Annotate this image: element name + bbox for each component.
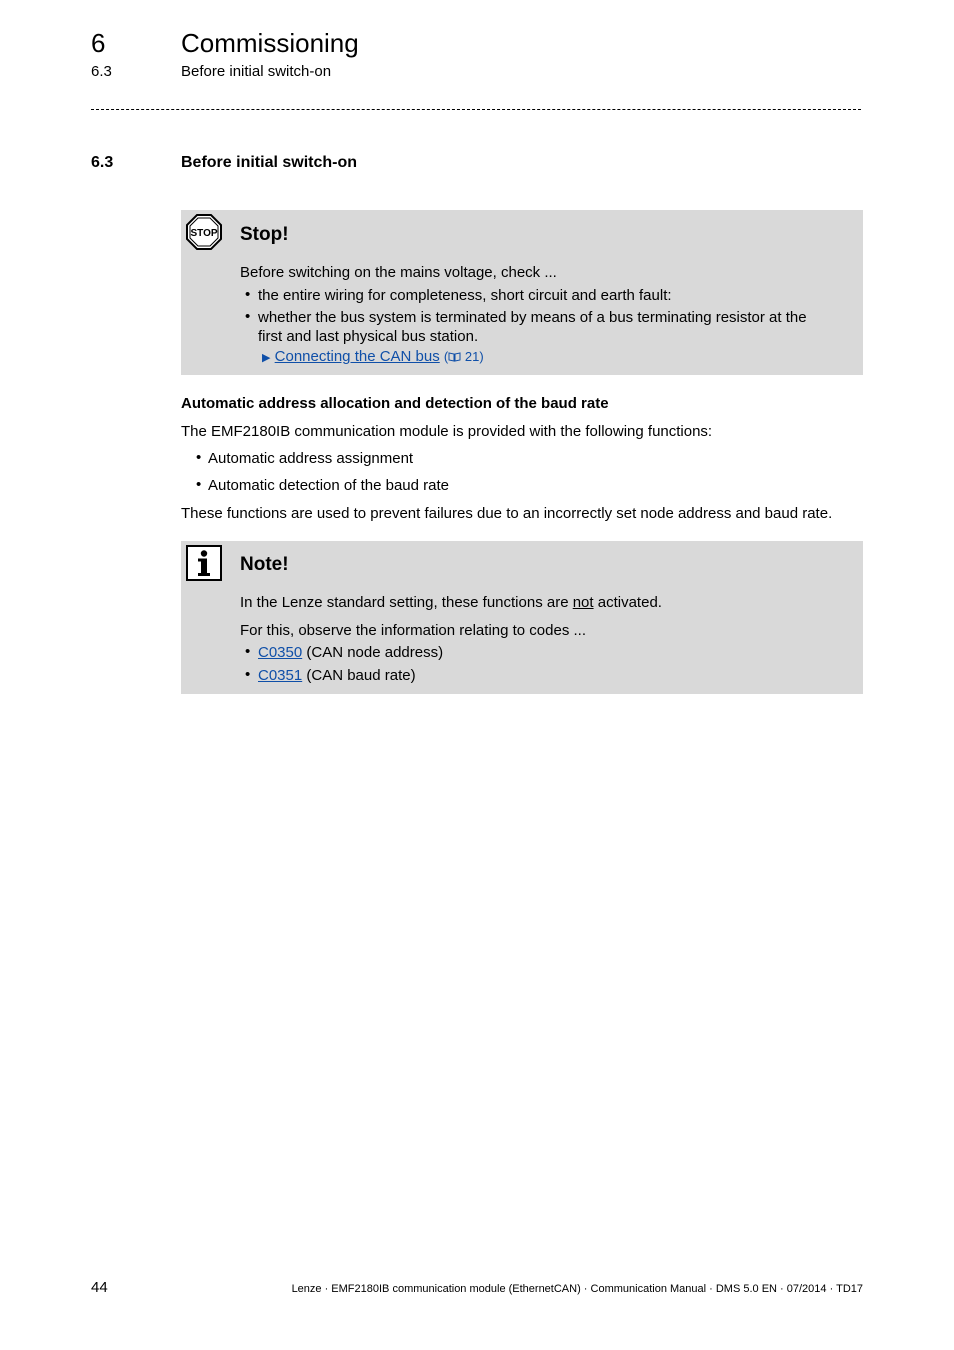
stop-bullet-termination-line2: first and last physical bus station. [258, 328, 479, 345]
note-emphasis-not: not [572, 594, 594, 611]
stop-bullet-wiring: the entire wiring for completeness, short circuit and earth fault: [258, 287, 672, 304]
note-heading: Note! [240, 554, 289, 575]
bullet-dot: • [245, 666, 251, 683]
svg-text:STOP: STOP [190, 228, 218, 239]
subsection-heading: Automatic address allocation and detection of the baud rate [181, 395, 609, 412]
bullet-dot: • [245, 286, 251, 303]
code-item-c0351 [258, 666, 416, 685]
page-reference: ( 21) [443, 349, 484, 364]
code-desc: (CAN node address) [302, 644, 444, 661]
page-reference-number: 21 [464, 349, 480, 364]
document-info: Lenze · EMF2180IB communication module (EthernetCAN) · Communication Manual · DMS 5.0 EN · 07/2014 · TD17 [291, 1283, 863, 1295]
can-bus-crossref[interactable] [262, 347, 484, 368]
note-line1-prefix: In the Lenze standard setting, these functions are [240, 594, 573, 611]
section-number-header: 6.3 [91, 63, 112, 80]
code-item-c0350 [258, 643, 443, 662]
chapter-number: 6 [91, 28, 106, 58]
subsection-closing: These functions are used to prevent failures due to an incorrectly set node address and baud rate. [181, 505, 833, 522]
bullet-dot: • [196, 449, 202, 466]
info-icon [186, 545, 222, 581]
function-item-baud: Automatic detection of the baud rate [208, 477, 449, 494]
section-title-header: Before initial switch-on [181, 63, 332, 80]
code-link-c0351[interactable]: C0351 [258, 667, 303, 684]
header-divider [91, 109, 861, 110]
section-number: 6.3 [91, 154, 114, 171]
stop-heading: Stop! [240, 224, 289, 245]
note-observe-codes: For this, observe the information relating to codes ... [240, 622, 587, 639]
function-item-address: Automatic address assignment [208, 450, 414, 467]
note-standard-setting [240, 593, 662, 612]
code-link-c0350[interactable]: C0350 [258, 644, 303, 661]
page-number: 44 [91, 1279, 108, 1296]
code-desc: (CAN baud rate) [302, 667, 416, 684]
section-title: Before initial switch-on [181, 154, 358, 171]
chapter-title: Commissioning [181, 28, 359, 58]
note-line1-suffix: activated. [593, 594, 662, 611]
connecting-can-bus-link[interactable]: Connecting the CAN bus [274, 348, 440, 365]
stop-intro: Before switching on the mains voltage, check ... [240, 264, 557, 281]
stop-bullet-termination-line1: whether the bus system is terminated by means of a bus terminating resistor at the [258, 309, 807, 326]
book-icon [448, 352, 461, 362]
bullet-dot: • [245, 643, 251, 660]
subsection-intro: The EMF2180IB communication module is provided with the following functions: [181, 423, 713, 440]
bullet-dot: • [245, 308, 251, 325]
bullet-dot: • [196, 476, 202, 493]
stop-sign-icon [186, 214, 222, 250]
arrow-right-icon: ▶ [262, 352, 271, 364]
